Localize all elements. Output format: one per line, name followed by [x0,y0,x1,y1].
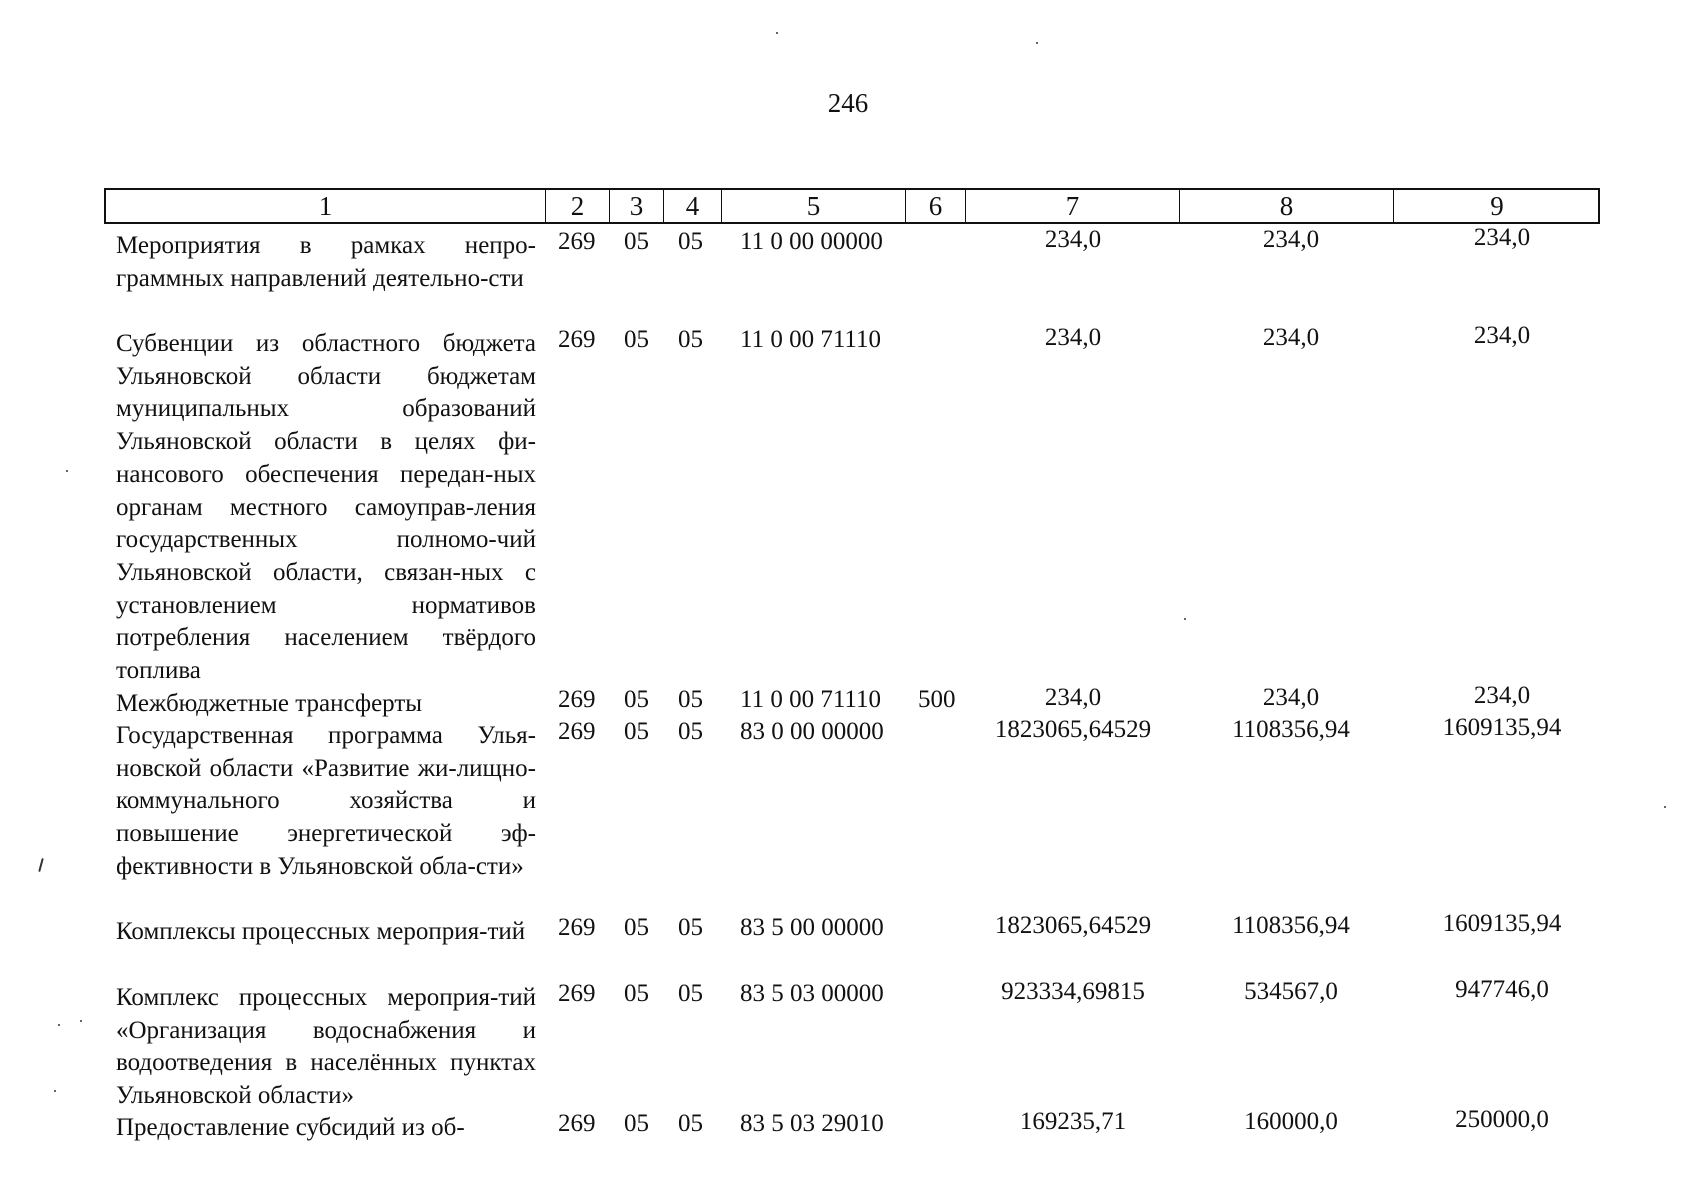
table-cell-col-4: 05 [678,228,703,255]
header-col-7: 7 [966,190,1180,222]
table-row-description: Комплекс процессных мероприя-тий «Организация водоснабжения и водоотведения в населённых пунктах Ульяновской области» [116,984,536,1110]
table-cell-col-5: 83 5 03 00000 [740,980,884,1007]
scan-speck [66,470,68,472]
table-cell-col-8: 160000,0 [1244,1108,1338,1135]
table-cell-col-3: 05 [624,980,649,1007]
table-cell-col-7: 1823065,64529 [994,716,1152,743]
header-col-6: 6 [906,190,966,222]
page-number: 246 [827,88,869,118]
table-cell-col-9: 947746,0 [1455,976,1549,1003]
table-cell-col-9: 250000,0 [1455,1106,1549,1133]
table-row-description: Предоставление субсидий из об- [116,1114,465,1141]
table-row-description: Комплексы процессных мероприя-тий [116,918,526,945]
header-col-5: 5 [722,190,906,222]
table-row-description: Мероприятия в рамках непро-граммных направлений деятельно-сти [116,232,536,292]
table-cell-col-8: 1108356,94 [1232,716,1350,743]
table-cell-col-2: 269 [558,980,596,1007]
table-cell-col-5: 11 0 00 71110 [740,686,881,713]
table-cell-col-8: 234,0 [1262,226,1320,253]
scan-speck [1036,42,1038,44]
table-cell-col-6: 500 [918,686,956,713]
table-cell-col-8: 1108356,94 [1232,912,1350,939]
scan-speck [776,32,778,34]
scan-speck [1664,806,1666,808]
table-cell-col-4: 05 [678,686,703,713]
table-cell-col-3: 05 [624,914,649,941]
table-cell-col-2: 269 [558,686,596,713]
table-cell-col-7: 923334,69815 [1001,978,1145,1005]
table-cell-col-2: 269 [558,914,596,941]
table-row-description: Межбюджетные трансферты [116,690,423,717]
table-cell-col-3: 05 [624,326,649,353]
table-cell-col-8: 234,0 [1262,324,1320,351]
table-cell-col-2: 269 [558,326,596,353]
table-cell-col-7: 169235,71 [1019,1108,1127,1135]
scan-speck [80,1020,82,1022]
table-cell-col-9: 1609135,94 [1442,910,1562,937]
table-cell-col-2: 269 [558,1110,596,1137]
table-cell-col-7: 234,0 [1044,324,1102,351]
table-cell-col-9: 234,0 [1473,224,1531,251]
header-col-9: 9 [1490,190,1504,221]
table-cell-col-3: 05 [624,718,649,745]
scan-speck [54,1090,56,1092]
scan-speck [58,1024,60,1026]
scan-speck [1184,618,1186,620]
header-col-4: 4 [664,190,722,222]
table-row-description: Субвенции из областного бюджета Ульяновской области бюджетам муниципальных образований Ульяновской области в целях фи-нансового обеспечения передан-ных органам местного самоуправ-ления государственных полномо-чий Ульяновской области, связан-ных с установлением нормативов потребления населением твёрдого топлива [116,330,536,685]
table-cell-col-5: 11 0 00 00000 [740,228,883,255]
table-cell-col-4: 05 [678,980,703,1007]
table-cell-col-8: 234,0 [1262,684,1320,711]
table-cell-col-3: 05 [624,228,649,255]
table-cell-col-7: 1823065,64529 [994,912,1152,939]
table-cell-col-2: 269 [558,228,596,255]
table-cell-col-2: 269 [558,718,596,745]
table-row-description: Государственная программа Улья-новской области «Развитие жи-лищно-коммунального хозяйства и повышение энергетической эф-фективности в Ульяновской обла-сти» [116,722,536,880]
header-col-2: 2 [546,190,610,222]
table-cell-col-4: 05 [678,1110,703,1137]
header-col-3: 3 [610,190,664,222]
table-cell-col-7: 234,0 [1044,226,1102,253]
table-cell-col-7: 234,0 [1044,684,1102,711]
table-cell-col-9: 1609135,94 [1442,714,1562,741]
table-cell-col-4: 05 [678,718,703,745]
table-cell-col-5: 83 5 03 29010 [740,1110,884,1137]
table-cell-col-9: 234,0 [1473,682,1531,709]
table-cell-col-4: 05 [678,914,703,941]
table-cell-col-4: 05 [678,326,703,353]
table-cell-col-9: 234,0 [1473,322,1531,349]
header-col-1: 1 [106,190,546,222]
table-cell-col-3: 05 [624,686,649,713]
table-cell-col-5: 83 5 00 00000 [740,914,884,941]
table-cell-col-3: 05 [624,1110,649,1137]
table-cell-col-8: 534567,0 [1244,978,1338,1005]
header-col-8: 8 [1180,190,1394,222]
table-cell-col-5: 83 0 00 00000 [740,718,884,745]
table-cell-col-5: 11 0 00 71110 [740,326,881,353]
